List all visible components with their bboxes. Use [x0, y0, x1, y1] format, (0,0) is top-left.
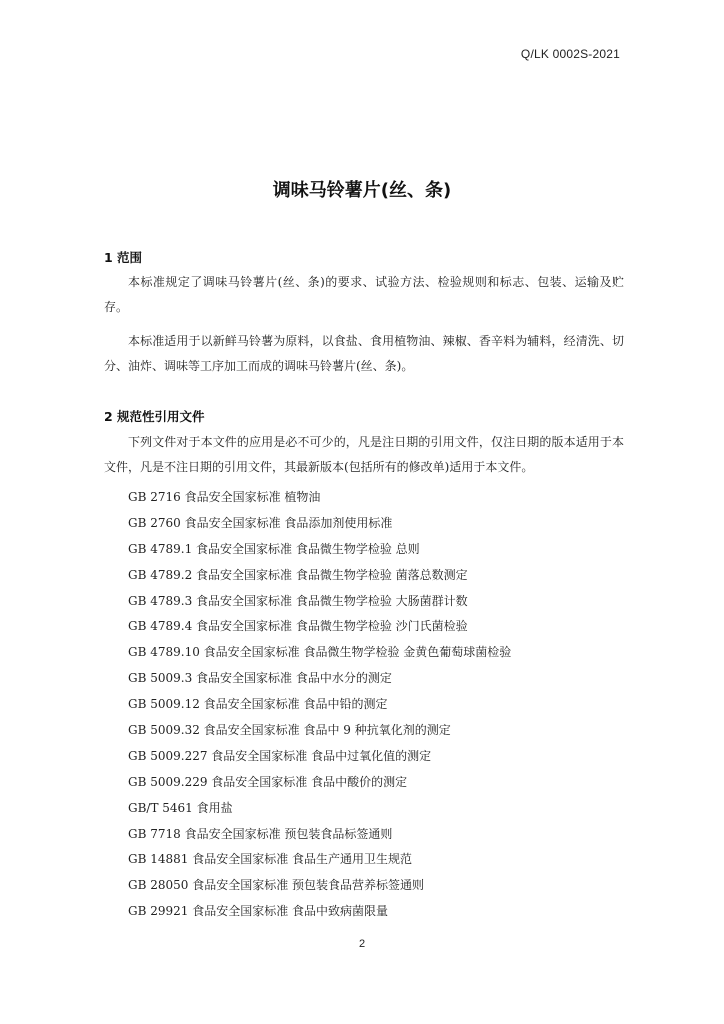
reference-item: GB 4789.2 食品安全国家标准 食品微生物学检验 菌落总数测定: [128, 567, 468, 582]
reference-item: GB 5009.3 食品安全国家标准 食品中水分的测定: [128, 671, 392, 686]
reference-item: GB 28050 食品安全国家标准 预包装食品营养标签通则: [128, 878, 425, 893]
section-heading-normative-references: 2 规范性引用文件: [104, 409, 205, 424]
standard-code: Q/LK 0002S-2021: [520, 47, 620, 61]
scope-paragraph-2: 本标准适用于以新鲜马铃薯为原料，以食盐、食用植物油、辣椒、香辛料为辅料，经清洗、切分、油炸、调味等工序加工而成的调味马铃薯片(丝、条)。: [104, 334, 624, 373]
section-heading-scope: 1 范围: [104, 250, 143, 265]
reference-item: GB/T 5461 食用盐: [128, 800, 233, 815]
reference-item: GB 14881 食品安全国家标准 食品生产通用卫生规范: [128, 852, 413, 867]
document-title: 调味马铃薯片(丝、条): [272, 180, 452, 201]
page-number: 2: [358, 938, 366, 950]
reference-item: GB 2760 食品安全国家标准 食品添加剂使用标准: [128, 515, 393, 530]
scope-paragraph-1: 本标准规定了调味马铃薯片(丝、条)的要求、试验方法、检验规则和标志、包装、运输及贮存。: [104, 275, 624, 314]
reference-list: [128, 487, 511, 927]
references-intro-paragraph: 下列文件对于本文件的应用是必不可少的，凡是注日期的引用文件，仅注日期的版本适用于本文件，凡是不注日期的引用文件，其最新版本(包括所有的修改单)适用于本文件。: [104, 435, 624, 474]
reference-item: GB 4789.4 食品安全国家标准 食品微生物学检验 沙门氏菌检验: [128, 619, 468, 634]
reference-item: GB 29921 食品安全国家标准 食品中致病菌限量: [128, 904, 389, 919]
reference-item: GB 2716 食品安全国家标准 植物油: [128, 490, 321, 504]
reference-item: GB 4789.1 食品安全国家标准 食品微生物学检验 总则: [128, 541, 420, 556]
reference-item: GB 5009.227 食品安全国家标准 食品中过氧化值的测定: [128, 748, 432, 763]
reference-item: GB 5009.32 食品安全国家标准 食品中 9 种抗氧化剂的测定: [128, 723, 451, 738]
reference-item: GB 5009.12 食品安全国家标准 食品中铅的测定: [128, 697, 388, 712]
reference-item: GB 4789.3 食品安全国家标准 食品微生物学检验 大肠菌群计数: [128, 593, 468, 608]
reference-item: GB 4789.10 食品安全国家标准 食品微生物学检验 金黄色葡萄球菌检验: [128, 645, 512, 660]
reference-item: GB 7718 食品安全国家标准 预包装食品标签通则: [128, 826, 393, 841]
reference-item: GB 5009.229 食品安全国家标准 食品中酸价的测定: [128, 774, 408, 789]
